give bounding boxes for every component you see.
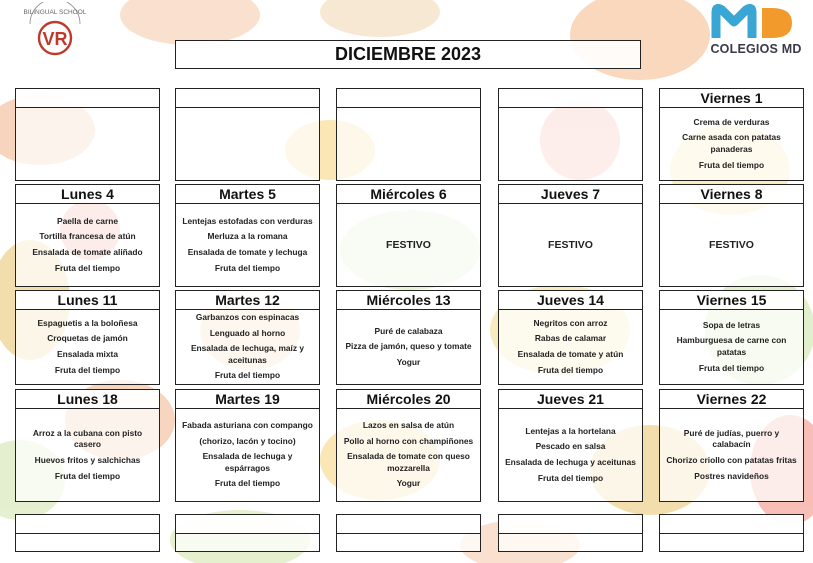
day-menu <box>499 409 642 501</box>
day-menu <box>16 204 159 286</box>
day-menu <box>176 534 319 551</box>
menu-item: Ensalada mixta <box>57 349 118 359</box>
day-header: Viernes 15 <box>660 291 803 310</box>
school-logo <box>22 2 88 60</box>
menu-item: Ensalada de tomate y lechuga <box>187 247 308 257</box>
day-header <box>337 89 480 108</box>
day-header <box>337 515 480 534</box>
day-header: Miércoles 20 <box>337 390 480 409</box>
day-header: Martes 5 <box>176 185 319 204</box>
day-menu <box>16 534 159 551</box>
menu-item: Fruta del tiempo <box>698 362 765 373</box>
menu-item: Merluza a la romana <box>207 231 288 242</box>
menu-item: Ensalada de tomate y atún <box>517 349 624 359</box>
brand-logo-text: COLEGIOS MD <box>710 42 802 56</box>
menu-item: Yogur <box>396 478 421 489</box>
day-header <box>16 89 159 108</box>
menu-item: Garbanzos con espinacas <box>195 312 300 323</box>
day-cell <box>175 88 320 181</box>
day-menu <box>176 108 319 180</box>
day-header: Lunes 18 <box>16 390 159 409</box>
day-cell <box>175 514 320 552</box>
day-menu <box>660 409 803 501</box>
day-header <box>499 89 642 108</box>
day-cell <box>336 389 481 502</box>
day-header: Lunes 4 <box>16 185 159 204</box>
day-cell <box>498 389 643 502</box>
day-cell <box>659 389 804 502</box>
menu-item: Lazos en salsa de atún <box>362 420 455 431</box>
menu-item: Ensalada de tomate con queso mozzarella <box>347 451 470 473</box>
menu-item: Puré de calabaza <box>374 325 443 336</box>
day-cell <box>659 88 804 181</box>
menu-item: Puré de judías, puerro y calabacín <box>683 427 780 450</box>
school-logo-initials: VR <box>42 29 68 49</box>
day-cell <box>336 290 481 385</box>
day-header <box>176 89 319 108</box>
menu-item: Fruta del tiempo <box>537 364 604 375</box>
colegios-md-logo <box>706 4 806 66</box>
day-header: Lunes 11 <box>16 291 159 310</box>
menu-item: Pollo al horno con champiñones <box>343 435 474 446</box>
menu-item: Pescado en salsa <box>535 441 606 452</box>
menu-item: Tortilla francesa de atún <box>39 231 136 242</box>
day-cell <box>175 184 320 287</box>
holiday-label: FESTIVO <box>548 238 593 251</box>
menu-item: Chorizo criollo con patatas fritas <box>666 455 797 465</box>
menu-item: Huevos fritos y salchichas <box>34 455 141 465</box>
day-menu <box>16 310 159 384</box>
day-menu <box>176 310 319 384</box>
day-cell <box>336 88 481 181</box>
day-header: Viernes 8 <box>660 185 803 204</box>
day-cell <box>498 88 643 181</box>
day-header: Viernes 1 <box>660 89 803 108</box>
menu-item: Ensalada de lechuga y espárragos <box>202 451 293 473</box>
menu-item: Fruta del tiempo <box>54 262 121 273</box>
day-menu <box>660 204 803 286</box>
holiday-label: FESTIVO <box>709 238 754 251</box>
day-menu <box>337 108 480 180</box>
menu-item: Hamburguesa de carne con patatas <box>676 335 787 357</box>
menu-item: Sopa de letras <box>702 319 761 330</box>
day-header <box>660 515 803 534</box>
day-header: Martes 19 <box>176 390 319 409</box>
menu-item: Arroz a la cubana con pisto casero <box>32 427 143 450</box>
day-header: Jueves 14 <box>499 291 642 310</box>
holiday-label: FESTIVO <box>386 238 431 251</box>
page-title: DICIEMBRE 2023 <box>175 40 641 69</box>
day-cell <box>15 514 160 552</box>
day-menu <box>16 108 159 180</box>
day-menu <box>337 409 480 501</box>
day-cell <box>659 184 804 287</box>
menu-item: Yogur <box>396 356 421 367</box>
day-cell <box>336 514 481 552</box>
day-header: Jueves 7 <box>499 185 642 204</box>
day-cell <box>175 389 320 502</box>
day-cell <box>15 88 160 181</box>
menu-item: Fruta del tiempo <box>54 364 121 375</box>
menu-item: Lentejas estofadas con verduras <box>182 215 313 226</box>
menu-item: Croquetas de jamón <box>47 333 128 344</box>
day-cell <box>336 184 481 287</box>
menu-item: Fabada asturiana con compango <box>182 420 313 431</box>
day-header: Martes 12 <box>176 291 319 310</box>
menu-item: Ensalada de lechuga y aceitunas <box>505 457 636 467</box>
day-cell <box>498 184 643 287</box>
day-menu <box>660 310 803 384</box>
menu-item: Lentejas a la hortelana <box>525 425 616 436</box>
menu-item: Paella de carne <box>57 215 118 226</box>
menu-item: Ensalada de lechuga, maíz y aceitunas <box>190 343 305 365</box>
menu-item: Rabas de calamar <box>534 333 607 344</box>
day-menu <box>499 534 642 551</box>
day-menu <box>176 409 319 501</box>
day-menu <box>660 534 803 551</box>
menu-item: Fruta del tiempo <box>214 262 281 273</box>
day-menu <box>499 108 642 180</box>
menu-item: Fruta del tiempo <box>698 159 765 170</box>
menu-item: Fruta del tiempo <box>214 370 281 381</box>
menu-item: Crema de verduras <box>693 116 770 127</box>
menu-item: Ensalada de tomate aliñado <box>32 247 143 257</box>
day-cell <box>498 290 643 385</box>
day-cell <box>659 514 804 552</box>
day-menu <box>16 409 159 501</box>
day-cell <box>498 514 643 552</box>
day-cell <box>15 290 160 385</box>
day-menu <box>176 204 319 286</box>
menu-item: Carne asada con patatas panaderas <box>682 132 781 154</box>
day-header: Miércoles 6 <box>337 185 480 204</box>
menu-item: (chorizo, lacón y tocino) <box>199 435 296 446</box>
day-cell <box>15 184 160 287</box>
menu-item: Pizza de jamón, queso y tomate <box>345 341 472 352</box>
day-header: Jueves 21 <box>499 390 642 409</box>
day-header <box>499 515 642 534</box>
menu-item: Postres navideños <box>694 470 769 481</box>
day-header <box>176 515 319 534</box>
menu-item: Fruta del tiempo <box>54 470 121 481</box>
day-menu <box>660 108 803 180</box>
school-logo-text: BILINGUAL SCHOOL <box>23 9 87 16</box>
day-menu <box>499 310 642 384</box>
day-menu <box>499 204 642 286</box>
menu-item: Fruta del tiempo <box>214 478 281 489</box>
day-header: Viernes 22 <box>660 390 803 409</box>
day-cell <box>175 290 320 385</box>
day-menu <box>337 310 480 384</box>
day-cell <box>659 290 804 385</box>
day-menu <box>337 534 480 551</box>
menu-item: Espaguetis a la boloñesa <box>37 317 138 328</box>
day-cell <box>15 389 160 502</box>
day-header: Miércoles 13 <box>337 291 480 310</box>
menu-item: Negritos con arroz <box>533 317 608 328</box>
menu-item: Lenguado al horno <box>209 327 286 338</box>
menu-item: Fruta del tiempo <box>537 472 604 483</box>
day-menu <box>337 204 480 286</box>
day-header <box>16 515 159 534</box>
